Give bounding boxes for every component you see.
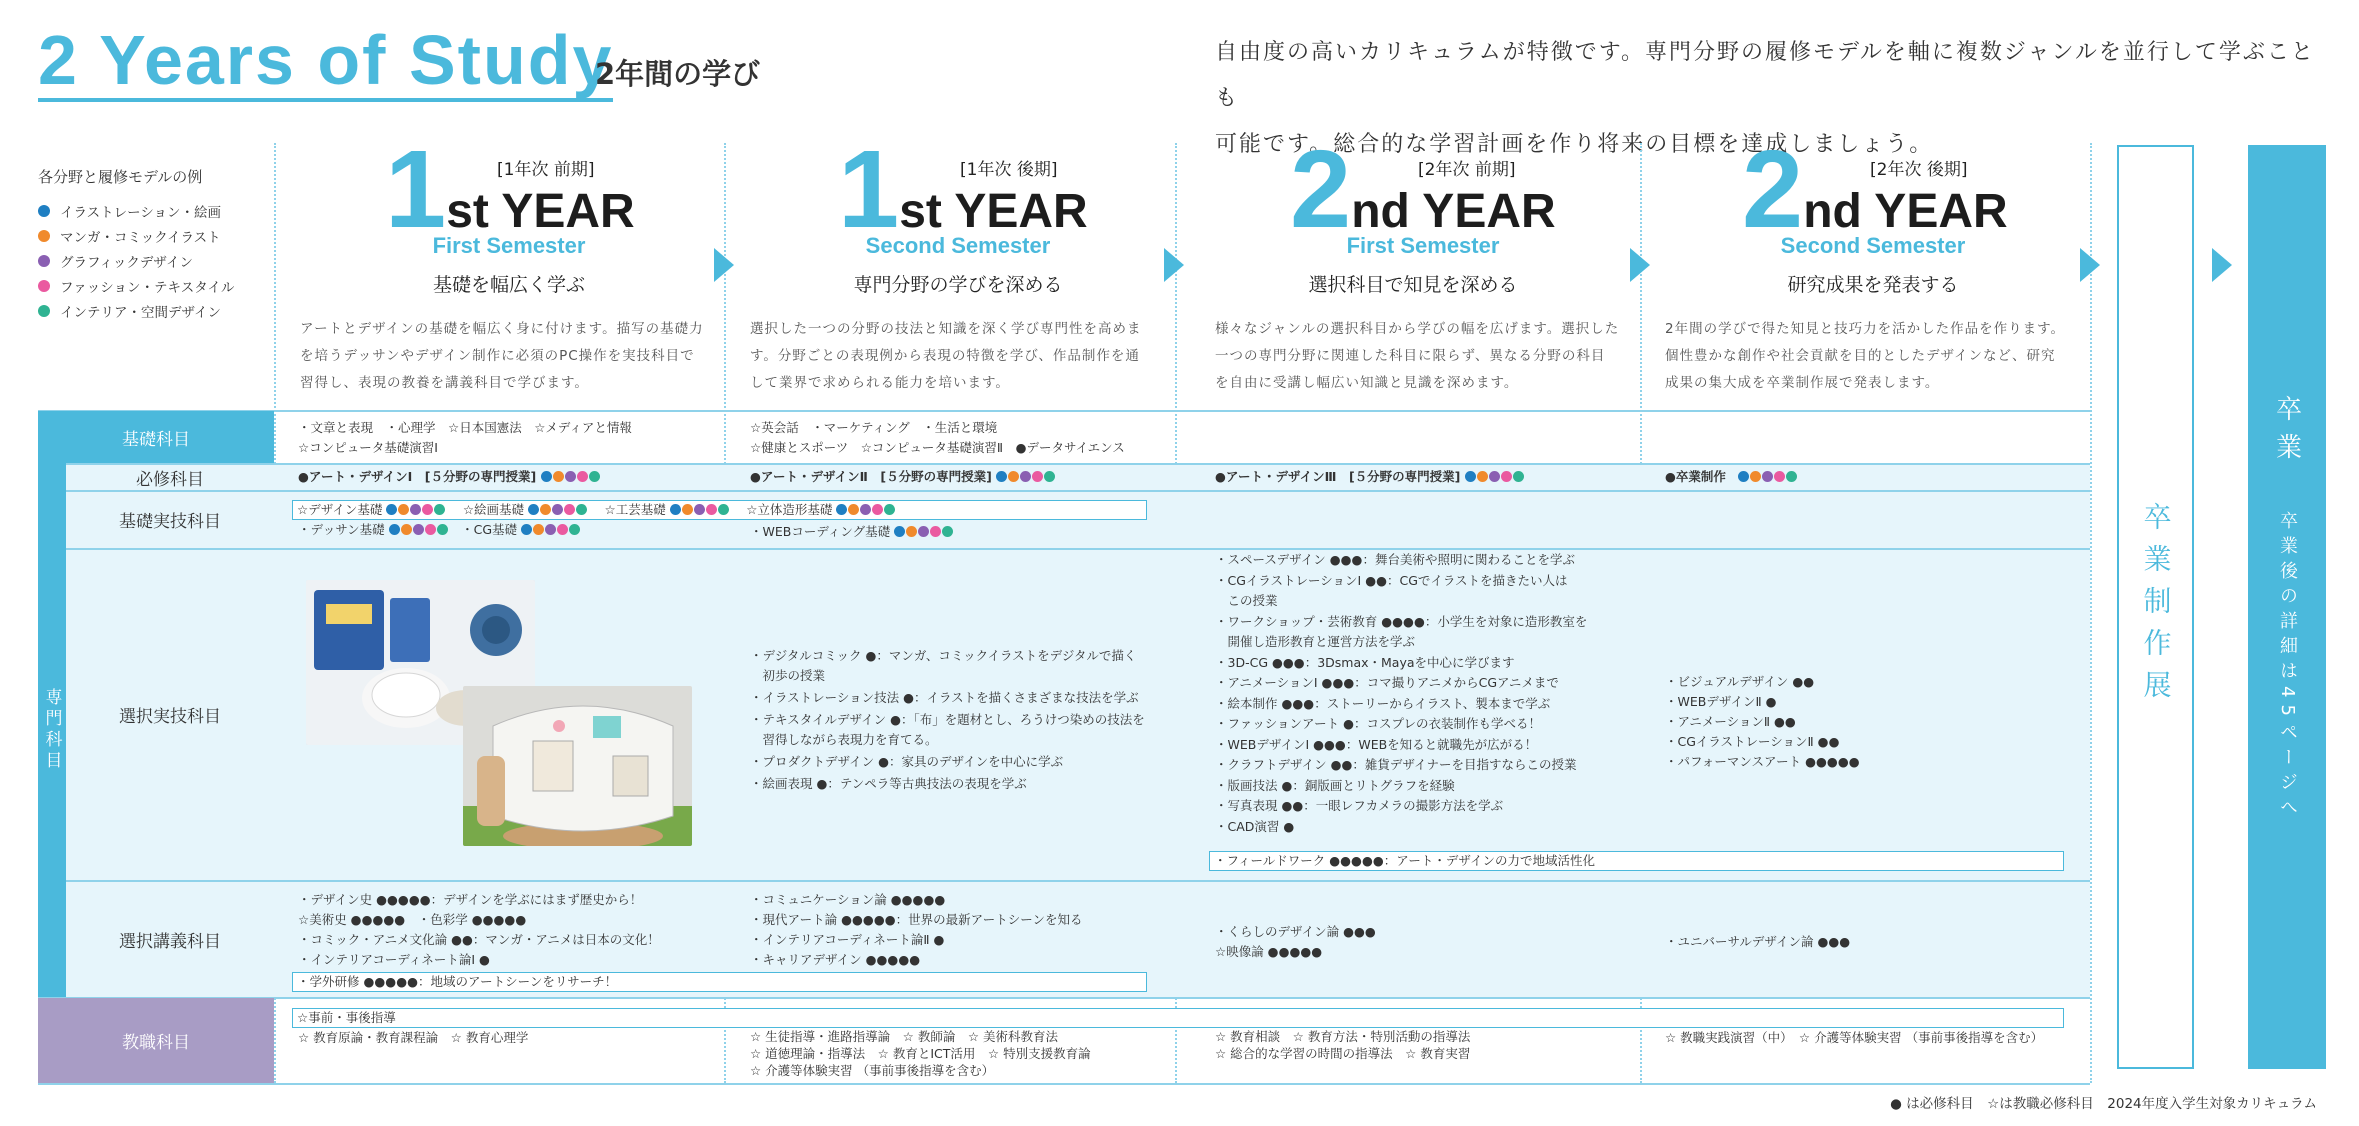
field-dots: [541, 469, 601, 484]
field-dot: [1008, 471, 1019, 482]
cell-sentaku-kogi-y2: ・くらしのデザイン論 ●●● ☆映像論 ●●●●●: [1215, 924, 1376, 959]
row-label-sentaku-jitsugi: 選択実技科目: [119, 707, 221, 727]
field-dots: [1738, 469, 1798, 484]
field-dot: [410, 504, 421, 515]
field-dot: [386, 504, 397, 515]
field-dot: [894, 526, 905, 537]
row-divider: [38, 463, 2090, 465]
cell-sentaku-jitsugi-y1b: ・デジタルコミック ●：マンガ、コミックイラストをデジタルで描く 初歩の授業 ・イラストレーション技法 ●：イラストを描くさまざまな技法を学ぶ ・テキスタイルデザイン ●：「布」を題材とし、ろうけつ染めの技法を 習得しながら表現力を育てる。 ・プロダクトデザイン ●：家具のデザインを中心に学ぶ ・絵画表現 ●：テンペラ等古典技法の表現を学ぶ: [750, 648, 1145, 791]
field-dot: [1762, 471, 1773, 482]
field-dots: [386, 502, 446, 517]
cell-sentaku-jitsugi-y2: ・スペースデザイン ●●●：舞台美術や照明に関わることを学ぶ ・CGイラストレーションⅠ ●●：CGでイラストを描きたい人は この授業 ・ワークショップ・芸術教育 ●●●●：小学生を対象に造形教室を 開催し造形教育と運営方法を学ぶ ・3D-CG ●●●：3Dsmax・Mayaを中心に学びます ・アニメーションⅠ ●●●：コマ撮りアニメからCGアニメまで ・絵本制作 ●●●：ストーリーからイラスト、製本まで学ぶ ・ファッションアート ●：コスプレの衣装制作も学べる！ ・WEBデザインⅠ ●●●：WEBを知ると就職先が広がる！ ・クラフトデザイン ●●：雑貨デザイナーを目指すならこの授業 ・版画技法 ●：銅版画とリトグラフを経験 ・写真表現 ●●：一眼レフカメラの撮影方法を学ぶ ・CAD演習 ●: [1215, 552, 1588, 834]
field-dot: [565, 471, 576, 482]
field-dot: [398, 504, 409, 515]
year-header-1: 1st YEAR: [385, 128, 635, 251]
legend-item: マンガ・コミックイラスト: [38, 226, 221, 246]
field-dot: [682, 504, 693, 515]
field-dot: [906, 526, 917, 537]
field-dot: [1465, 471, 1476, 482]
field-dot: [545, 524, 556, 535]
cell-kyoshoku-y1b: ☆ 生徒指導・進路指導論 ☆ 教師論 ☆ 美術科教育法 ☆ 道徳理論・指導法 ☆ 教育とICT活用 ☆ 特別支援教育論 ☆ 介護等体験実習 （事前事後指導を含む）: [750, 1029, 1091, 1078]
cell-kiso-jitsugi-y1b: ・WEBコーディング基礎: [750, 522, 954, 542]
year-heading: 研究成果を発表する: [1787, 274, 1959, 296]
field-dot: [577, 471, 588, 482]
field-dots: [1465, 469, 1525, 484]
senmon-label: 専門科目: [38, 463, 66, 997]
field-dot: [848, 504, 859, 515]
photo-interior-model: [463, 686, 692, 846]
year-term: [2年次 後期]: [1870, 160, 1968, 180]
cell-kyoshoku-y1: ☆ 教育原論・教育課程論 ☆ 教育心理学: [298, 1030, 529, 1045]
field-dot: [1020, 471, 1031, 482]
field-dot: [1477, 471, 1488, 482]
page-subtitle: 2年間の学び: [595, 57, 761, 91]
column-divider: [2090, 143, 2092, 1083]
cell-hisshu-2: ●アート・デザインⅡ [５分野の専門授業]: [750, 467, 1056, 487]
field-dot: [706, 504, 717, 515]
year-term: [2年次 前期]: [1418, 160, 1516, 180]
year-semester: First Semester: [1346, 233, 1500, 258]
field-dot: [425, 524, 436, 535]
cell-hisshu-3: ●アート・デザインⅢ [５分野の専門授業]: [1215, 467, 1525, 487]
cell-fieldwork-boxed: ・フィールドワーク ●●●●●：アート・デザインの力で地域活性化: [1209, 851, 2064, 871]
field-dot: [540, 504, 551, 515]
field-dots: [996, 469, 1056, 484]
field-dot: [718, 504, 729, 515]
next-arrow-icon: [2212, 248, 2232, 282]
field-dot: [541, 471, 552, 482]
cell-kyoshoku-y2: ☆ 教育相談 ☆ 教育方法・特別活動の指導法 ☆ 総合的な学習の時間の指導法 ☆ 教育実習: [1215, 1029, 1471, 1061]
next-arrow-icon: [1164, 248, 1184, 282]
row-label-sentaku-kogi: 選択講義科目: [119, 931, 221, 952]
field-dot: [1489, 471, 1500, 482]
intro-line: 可能です。総合的な学習計画を作り将来の目標を達成しましょう。: [1215, 132, 1934, 157]
legend-dot: [38, 305, 50, 317]
row-label-kiso-jitsugi: 基礎実技科目: [119, 512, 221, 532]
field-dot: [533, 524, 544, 535]
row-divider: [38, 548, 2090, 550]
graduation-exhibition-box: 卒業制作展: [2117, 145, 2194, 1069]
field-dot: [437, 524, 448, 535]
field-dot: [552, 504, 563, 515]
field-dot: [434, 504, 445, 515]
year-header-3: 2nd YEAR: [1290, 128, 1556, 251]
field-dot: [918, 526, 929, 537]
year-semester: Second Semester: [1780, 233, 1966, 258]
field-dot: [942, 526, 953, 537]
cell-gakugai-boxed: ・学外研修 ●●●●●：地域のアートシーンをリサーチ！: [292, 972, 1147, 992]
legend-dot: [38, 230, 50, 242]
field-dot: [389, 524, 400, 535]
year-header-2: 1st YEAR: [838, 128, 1088, 251]
field-dot: [569, 524, 580, 535]
legend-item: グラフィックデザイン: [38, 251, 193, 271]
field-dots: [528, 502, 588, 517]
row-divider: [38, 410, 2090, 412]
cell-kiso-jitsugi-boxed: ☆デザイン基礎 ☆絵画基礎 ☆工芸基礎 ☆立体造形基礎: [292, 500, 1147, 520]
field-dots: [836, 502, 896, 517]
row-label-hisshu: 必修科目: [136, 469, 204, 490]
field-dot: [930, 526, 941, 537]
footer-note: ● は必修科目 ☆は教職必修科目 2024年度入学生対象カリキュラム: [1890, 1096, 2317, 1112]
year-description: アートとデザインの基礎を幅広く身に付けます。描写の基礎力 を培うデッサンやデザイン制作に必須のPC操作を実技科目で 習得し、表現の教養を講義科目で学びます。: [300, 321, 704, 391]
field-dot: [670, 504, 681, 515]
field-dots: [670, 502, 730, 517]
graduation-box: 卒業 卒業後の詳細は45ページへ: [2248, 145, 2326, 1069]
field-dot: [996, 471, 1007, 482]
field-dot: [860, 504, 871, 515]
row-label-kyoshoku: 教職科目: [38, 998, 274, 1083]
row-divider: [38, 1083, 2090, 1085]
intro-line: 自由度の高いカリキュラムが特徴です。専門分野の履修モデルを軸に複数ジャンルを並行して学ぶことも: [1215, 40, 2315, 111]
cell-sentaku-kogi-y2b: ・ユニバーサルデザイン論 ●●●: [1665, 934, 1851, 949]
field-dot: [1513, 471, 1524, 482]
next-arrow-icon: [714, 248, 734, 282]
year-description: 様々なジャンルの選択科目から学びの幅を広げます。選択した 一つの専門分野に関連した科目に限らず、異なる分野の科目 を自由に受講し幅広い知識と見識を深めます。: [1215, 321, 1620, 391]
field-dots: [521, 522, 581, 537]
cell-hisshu-1: ●アート・デザインⅠ [５分野の専門授業]: [298, 467, 601, 487]
next-arrow-icon: [2080, 248, 2100, 282]
row-divider: [38, 880, 2090, 882]
page-title: 2 Years of Study: [38, 24, 613, 102]
field-dots: [894, 524, 954, 539]
year-heading: 専門分野の学びを深める: [853, 274, 1063, 296]
year-term: [1年次 前期]: [497, 160, 595, 180]
field-dot: [564, 504, 575, 515]
row-label-kiso: 基礎科目: [38, 411, 274, 463]
row-divider: [38, 490, 2090, 492]
legend-dot: [38, 205, 50, 217]
cell-sentaku-jitsugi-y2b: ・ビジュアルデザイン ●● ・WEBデザインⅡ ● ・アニメーションⅡ ●● ・CGイラストレーションⅡ ●● ・パフォーマンスアート ●●●●●: [1665, 674, 1860, 769]
cell-kiso-jitsugi-y1: ・デッサン基礎 ・CG基礎: [298, 520, 581, 540]
field-dot: [1044, 471, 1055, 482]
year-semester: First Semester: [432, 233, 586, 258]
year-semester: Second Semester: [865, 233, 1051, 258]
year-heading: 選択科目で知見を深める: [1308, 274, 1518, 296]
field-dot: [836, 504, 847, 515]
field-dot: [1501, 471, 1512, 482]
legend-title: 各分野と履修モデルの例: [38, 168, 203, 186]
field-dot: [553, 471, 564, 482]
year-term: [1年次 後期]: [960, 160, 1058, 180]
field-dot: [1786, 471, 1797, 482]
year-header-4: 2nd YEAR: [1742, 128, 2008, 251]
cell-kiso-y1: ・文章と表現 ・心理学 ☆日本国憲法 ☆メディアと情報 ☆コンピュータ基礎演習Ⅰ: [298, 420, 632, 455]
legend-item: インテリア・空間デザイン: [38, 301, 221, 321]
field-dot: [1774, 471, 1785, 482]
legend-dot: [38, 255, 50, 267]
field-dot: [872, 504, 883, 515]
legend-dot: [38, 280, 50, 292]
cell-kiso-y1b: ☆英会話 ・マーケティング ・生活と環境 ☆健康とスポーツ ☆コンピュータ基礎演習Ⅱ ●データサイエンス: [750, 420, 1125, 455]
field-dot: [1750, 471, 1761, 482]
legend-item: イラストレーション・絵画: [38, 201, 221, 221]
year-description: 選択した一つの分野の技法と知識を深く学び専門性を高めま す。分野ごとの表現例から表現の特徴を学び、作品制作を通 して業界で求められる能力を培います。: [750, 321, 1142, 391]
legend-item: ファッション・テキスタイル: [38, 276, 234, 296]
field-dot: [884, 504, 895, 515]
field-dots: [389, 522, 449, 537]
field-dot: [521, 524, 532, 535]
field-dot: [422, 504, 433, 515]
cell-kyoshoku-boxed: ☆事前・事後指導: [292, 1008, 2064, 1028]
field-dot: [413, 524, 424, 535]
year-heading: 基礎を幅広く学ぶ: [432, 274, 585, 296]
cell-sentaku-kogi-y1b: ・コミュニケーション論 ●●●●● ・現代アート論 ●●●●●：世界の最新アートシーンを知る ・インテリアコーディネート論Ⅱ ● ・キャリアデザイン ●●●●●: [750, 892, 1083, 967]
field-dot: [557, 524, 568, 535]
field-dot: [694, 504, 705, 515]
field-dot: [1738, 471, 1749, 482]
cell-kyoshoku-y2b: ☆ 教職実践演習（中） ☆ 介護等体験実習 （事前事後指導を含む）: [1665, 1030, 2044, 1045]
cell-hisshu-4: ●卒業制作: [1665, 467, 1798, 487]
field-dot: [589, 471, 600, 482]
next-arrow-icon: [1630, 248, 1650, 282]
field-dot: [1032, 471, 1043, 482]
field-dot: [576, 504, 587, 515]
field-dot: [528, 504, 539, 515]
interior-model-illustration: [463, 686, 692, 846]
year-description: 2年間の学びで得た知見と技巧力を活かした作品を作ります。 個性豊かな創作や社会貢献を目的としたデザインなど、研究 成果の集大成を卒業制作展で発表します。: [1665, 321, 2066, 391]
cell-sentaku-kogi-y1: ・デザイン史 ●●●●●：デザインを学ぶにはまず歴史から！ ☆美術史 ●●●●● ・色彩学 ●●●●● ・コミック・アニメ文化論 ●●：マンガ・アニメは日本の文化！ ・インテリアコーディネート論Ⅰ ●: [298, 892, 660, 967]
field-dot: [401, 524, 412, 535]
row-divider: [38, 997, 2090, 999]
